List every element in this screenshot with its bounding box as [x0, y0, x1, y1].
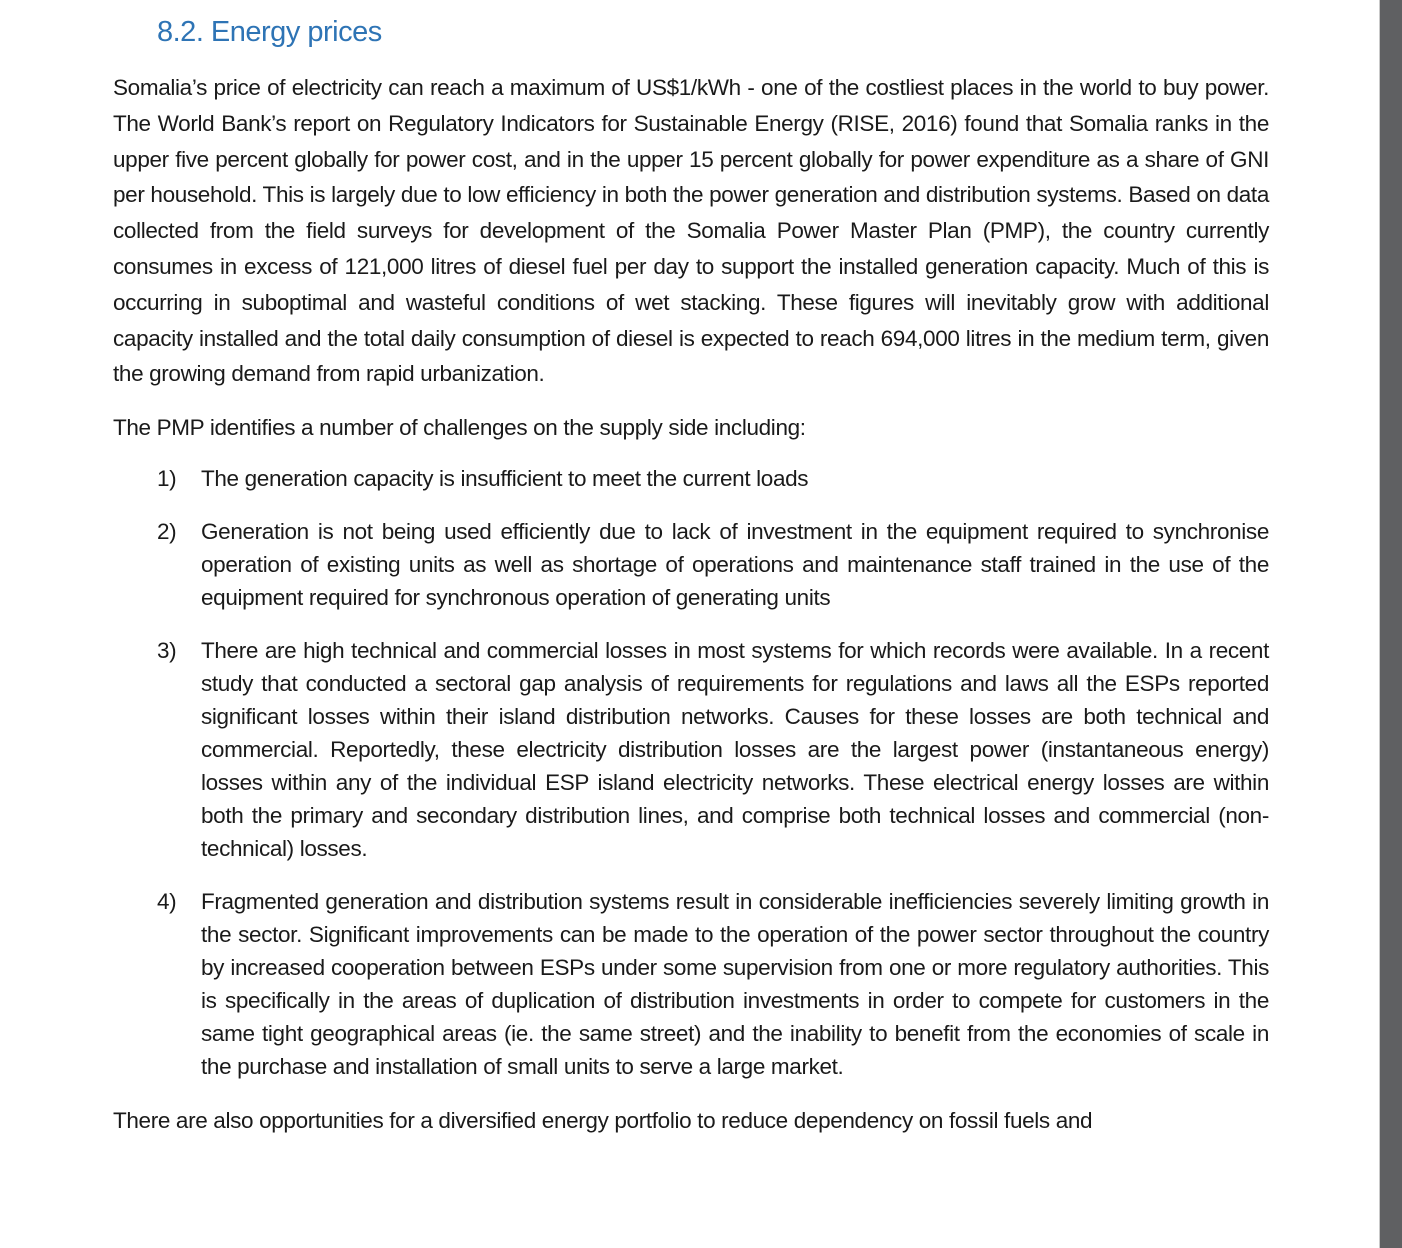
document-body	[113, 0, 1269, 1139]
challenges-list	[113, 462, 1269, 1083]
list-item	[113, 462, 1269, 495]
list-item-text: Fragmented generation and distribution systems result in considerable inefficiencies severely limiting growth in the sector. Significant improvements can be made to the operation of the power sector throughout the country by increased cooperation between ESPs under some supervision from one or more regulatory authorities. This is specifically in the areas of duplication of distribution investments in order to compete for customers in the same tight geographical areas (ie. the same street) and the inability to benefit from the economies of scale in the purchase and installation of small units to serve a large market.	[201, 888, 1269, 1079]
list-item-text: Generation is not being used efficiently due to lack of investment in the equipment required to synchronise operation of existing units as well as shortage of operations and maintenance staff trained in the use of the equipment required for synchronous operation of generating units	[201, 518, 1269, 610]
list-item-text: The generation capacity is insufficient to meet the current loads	[201, 465, 809, 491]
challenges-intro-paragraph: The PMP identifies a number of challenges on the supply side including:	[113, 415, 806, 441]
intro-paragraph: Somalia’s price of electricity can reach a maximum of US$1/kWh - one of the costliest places in the world to buy power. The World Bank’s report on Regulatory Indicators for Sustainable Energy (RISE, 2016) found that Somalia ranks in the upper five percent globally for power cost, and in the upper 15 percent globally for power expenditure as a share of GNI per household. This is largely due to low efficiency in both the power generation and distribution systems. Based on data collected from the field surveys for development of the Somalia Power Master Plan (PMP), the country currently consumes in excess of 121,000 litres of diesel fuel per day to support the installed generation capacity. Much of this is occurring in suboptimal and wasteful conditions of wet stacking. These figures will inevitably grow with additional capacity installed and the total daily consumption of diesel is expected to reach 694,000 litres in the medium term, given the growing demand from rapid urbanization.	[113, 75, 1269, 387]
list-item-number: 4)	[157, 888, 177, 914]
list-item-number: 3)	[157, 637, 177, 663]
vertical-scrollbar[interactable]	[1380, 0, 1402, 1248]
closing-paragraph: There are also opportunities for a diversified energy portfolio to reduce dependency on fossil fuels and	[113, 1107, 1093, 1133]
list-item	[113, 885, 1269, 1083]
list-item-number: 1)	[157, 465, 177, 491]
list-item-text: There are high technical and commercial losses in most systems for which records were available. In a recent study that conducted a sectoral gap analysis of requirements for regulations and laws all the ESPs reported significant losses within their island distribution networks. Causes for these losses are both technical and commercial. Reportedly, these electricity distribution losses are the largest power (instantaneous energy) losses within any of the individual ESP island electricity networks. These electrical energy losses are within both the primary and secondary distribution lines, and comprise both technical losses and commercial (non-technical) losses.	[201, 637, 1269, 861]
list-item-number: 2)	[157, 518, 177, 544]
section-heading: 8.2. Energy prices	[157, 16, 382, 48]
list-item	[113, 634, 1269, 865]
list-item	[113, 515, 1269, 614]
